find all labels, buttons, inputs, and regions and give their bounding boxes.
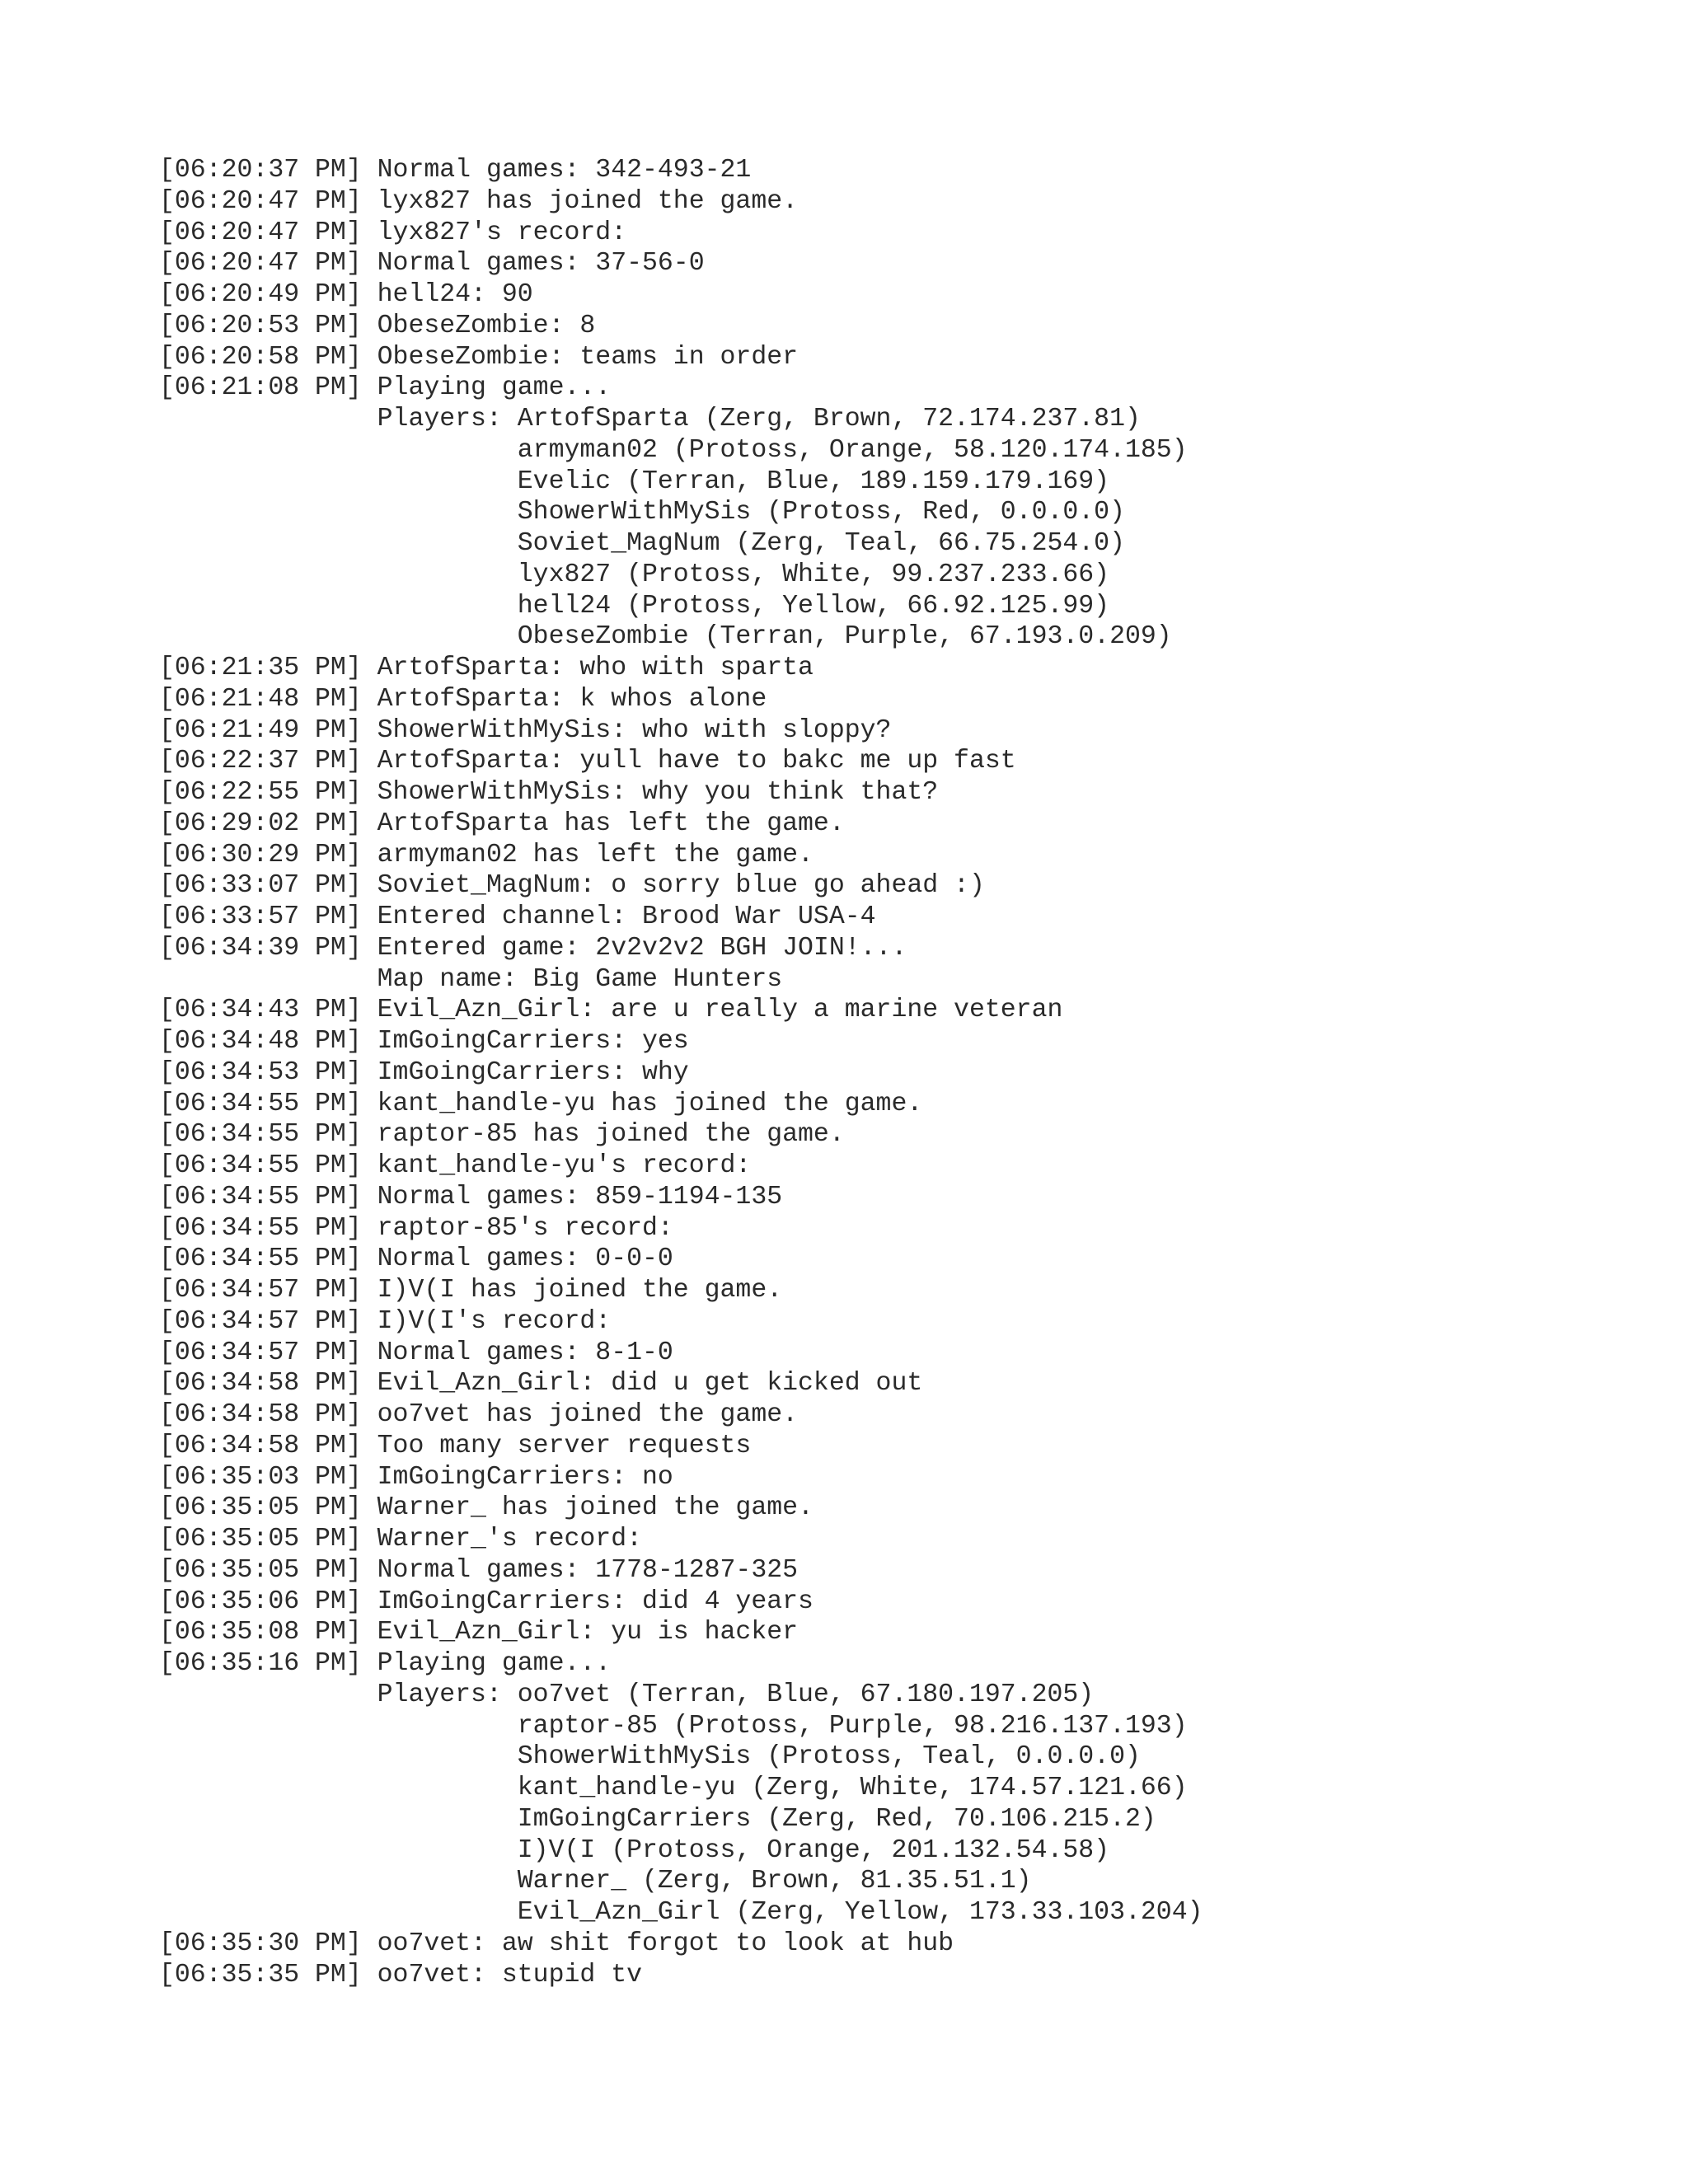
log-line: armyman02 (Protoss, Orange, 58.120.174.185)	[159, 435, 1188, 465]
log-line: Soviet_MagNum (Zerg, Teal, 66.75.254.0)	[159, 529, 1125, 558]
log-line: [06:20:53 PM] ObeseZombie: 8	[159, 311, 596, 340]
log-line: [06:34:55 PM] Normal games: 0-0-0	[159, 1244, 673, 1274]
log-line: [06:22:37 PM] ArtofSparta: yull have to bakc me up fast	[159, 747, 1016, 776]
log-line: [06:34:53 PM] ImGoingCarriers: why	[159, 1057, 689, 1087]
log-line: [06:34:57 PM] Normal games: 8-1-0	[159, 1338, 673, 1367]
log-line: [06:30:29 PM] armyman02 has left the game.	[159, 840, 814, 869]
log-line: [06:20:47 PM] lyx827's record:	[159, 218, 627, 247]
log-line: [06:21:35 PM] ArtofSparta: who with sparta	[159, 654, 814, 682]
log-line: [06:34:55 PM] Normal games: 859-1194-135	[159, 1182, 783, 1212]
log-line: [06:34:39 PM] Entered game: 2v2v2v2 BGH JOIN!...	[159, 933, 907, 963]
log-line: [06:34:58 PM] Too many server requests	[159, 1431, 752, 1460]
log-line: [06:20:58 PM] ObeseZombie: teams in order	[159, 342, 799, 372]
log-line: [06:34:58 PM] Evil_Azn_Girl: did u get kicked out	[159, 1369, 923, 1399]
log-line: kant_handle-yu (Zerg, White, 174.57.121.66)	[159, 1774, 1188, 1802]
log-line: [06:35:05 PM] Normal games: 1778-1287-325	[159, 1555, 799, 1585]
log-line: [06:34:58 PM] oo7vet has joined the game.	[159, 1400, 799, 1429]
log-line: [06:34:57 PM] I)V(I has joined the game.	[159, 1276, 783, 1305]
log-line: I)V(I (Protoss, Orange, 201.132.54.58)	[159, 1835, 1110, 1865]
log-line: Warner_ (Zerg, Brown, 81.35.51.1)	[159, 1867, 1032, 1896]
log-line: raptor-85 (Protoss, Purple, 98.216.137.193)	[159, 1711, 1188, 1741]
log-line: Evelic (Terran, Blue, 189.159.179.169)	[159, 466, 1110, 496]
log-line: Evil_Azn_Girl (Zerg, Yellow, 173.33.103.204)	[159, 1898, 1203, 1927]
log-line: lyx827 (Protoss, White, 99.237.233.66)	[159, 560, 1110, 589]
log-line: hell24 (Protoss, Yellow, 66.92.125.99)	[159, 591, 1110, 621]
log-line: [06:20:47 PM] Normal games: 37-56-0	[159, 249, 705, 279]
log-line: [06:35:08 PM] Evil_Azn_Girl: yu is hacker	[159, 1618, 799, 1647]
log-line: [06:35:05 PM] Warner_'s record:	[159, 1525, 642, 1554]
chat-log	[159, 155, 1643, 1990]
log-line: [06:34:48 PM] ImGoingCarriers: yes	[159, 1027, 689, 1056]
log-line: [06:29:02 PM] ArtofSparta has left the game.	[159, 808, 845, 838]
log-line: [06:33:07 PM] Soviet_MagNum: o sorry blue go ahead :)	[159, 871, 985, 901]
log-line: Map name: Big Game Hunters	[159, 964, 783, 994]
log-line: [06:35:30 PM] oo7vet: aw shit forgot to look at hub	[159, 1929, 954, 1958]
log-line: [06:21:49 PM] ShowerWithMySis: who with sloppy?	[159, 715, 892, 745]
log-line: [06:20:37 PM] Normal games: 342-493-21	[159, 156, 752, 185]
log-line: Players: ArtofSparta (Zerg, Brown, 72.174.237.81)	[159, 405, 1141, 434]
log-line: ImGoingCarriers (Zerg, Red, 70.106.215.2)	[159, 1804, 1156, 1834]
log-line: [06:35:06 PM] ImGoingCarriers: did 4 years	[159, 1586, 814, 1616]
log-line: [06:35:03 PM] ImGoingCarriers: no	[159, 1462, 673, 1492]
log-line: [06:34:55 PM] raptor-85's record:	[159, 1213, 673, 1243]
log-line: [06:21:48 PM] ArtofSparta: k whos alone	[159, 684, 767, 714]
log-line: [06:35:16 PM] Playing game...	[159, 1649, 612, 1678]
log-line: [06:35:35 PM] oo7vet: stupid tv	[159, 1960, 642, 1990]
log-line: [06:33:57 PM] Entered channel: Brood War USA-4	[159, 902, 876, 931]
log-line: [06:22:55 PM] ShowerWithMySis: why you think that?	[159, 778, 939, 807]
log-line: [06:34:57 PM] I)V(I's record:	[159, 1306, 612, 1336]
log-line: ObeseZombie (Terran, Purple, 67.193.0.209)	[159, 622, 1172, 652]
log-line: [06:34:43 PM] Evil_Azn_Girl: are u really a marine veteran	[159, 996, 1063, 1025]
log-line: [06:34:55 PM] raptor-85 has joined the game.	[159, 1120, 845, 1150]
log-line: [06:34:55 PM] kant_handle-yu has joined the game.	[159, 1089, 923, 1118]
log-line: [06:20:47 PM] lyx827 has joined the game.	[159, 186, 799, 216]
log-line: ShowerWithMySis (Protoss, Teal, 0.0.0.0)	[159, 1742, 1141, 1772]
log-line: ShowerWithMySis (Protoss, Red, 0.0.0.0)	[159, 498, 1125, 527]
log-line: [06:21:08 PM] Playing game...	[159, 373, 612, 403]
log-line: [06:34:55 PM] kant_handle-yu's record:	[159, 1151, 752, 1180]
log-line: [06:20:49 PM] hell24: 90	[159, 280, 533, 309]
log-line: Players: oo7vet (Terran, Blue, 67.180.197.205)	[159, 1680, 1095, 1709]
log-line: [06:35:05 PM] Warner_ has joined the game.	[159, 1493, 814, 1523]
